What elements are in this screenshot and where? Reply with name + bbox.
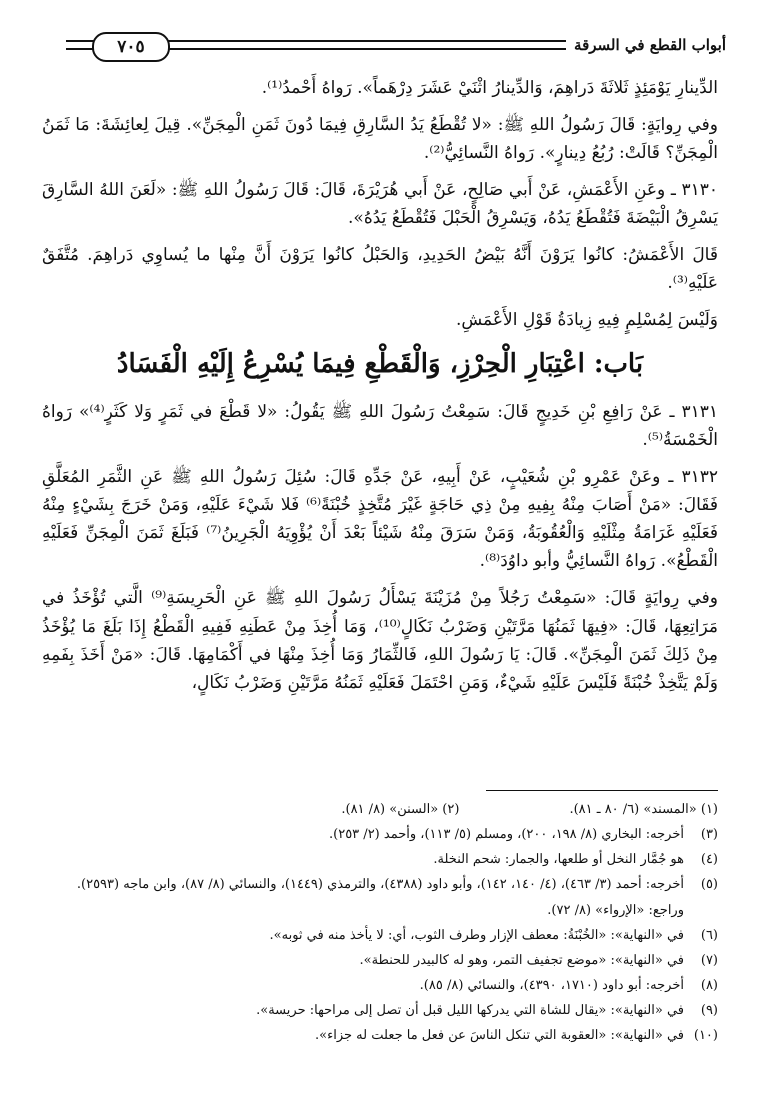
footnotes [42, 800, 718, 1056]
footnote-text: «المسند» (٦/ ٨٠ ـ ٨١). [569, 802, 697, 817]
footnote-number: (٩) [700, 1003, 718, 1019]
footnote-number [684, 901, 718, 921]
paragraph: وَلَيْسَ لِمُسْلِمٍ فِيهِ زِيادَةُ قَوْلِ الأَعْمَشِ. [455, 310, 718, 331]
footnote-number: (٢) [442, 802, 460, 817]
footnote-row [42, 1001, 718, 1021]
footnote-number: (٥) [700, 877, 718, 893]
footnote-text: في «النهاية»: «يقال للشاة التي يدركها الليل قبل أن تصل إلى مراحها: حريسة». [256, 1003, 684, 1019]
footnote-row [42, 976, 718, 996]
footnote-text: في «النهاية»: «موضع تجفيف التمر، وهو له كالبيدر للحنطة». [359, 952, 684, 968]
footnote-text: وراجع: «الإرواء» (٨/ ٧٢). [547, 902, 684, 918]
footnote-separator [486, 790, 718, 791]
footnote-text: أخرجه: أبو داود (١٧١٠، ٤٣٩٠)، والنسائي (٨/ ٨٥). [419, 977, 684, 993]
footnote-number: (١) [700, 802, 718, 817]
page-number-badge: ٧٠٥ [92, 32, 170, 62]
footnote-text: «السنن» (٨/ ٨١). [341, 802, 439, 817]
paragraph: الدِّينارِ يَوْمَئِذٍ ثَلاثَةَ دَراهِمَ، وَالدِّينارُ اثْنَيْ عَشَرَ دِرْهَماً». رَواهُ أَحْمدُ⁽¹⁾. [261, 78, 718, 98]
footnote-number: (٨) [700, 977, 718, 993]
footnote-number: (٦) [700, 927, 718, 943]
footnote-number: (٧) [700, 952, 718, 968]
footnote-text: أخرجه: البخاري (٨/ ١٩٨، ٢٠٠)، ومسلم (٥/ ١١٣)، وأحمد (٢/ ٢٥٣). [329, 827, 684, 843]
hadith-3131: ٣١٣١ ـ عَنْ رَافِعِ بْنِ خَدِيجٍ قَالَ: سَمِعْتُ رَسُولَ اللهِ ﷺ يَقُولُ: «لا قَطْعَ في ثَمَرٍ وَلا كَثَرٍ⁽⁴⁾» رَواهُ الْخَمْسَةُ⁽⁵⁾. [42, 402, 719, 451]
footnote-row [42, 901, 718, 921]
main-text [42, 74, 718, 706]
footnote-number: (٣) [700, 827, 718, 843]
footnote-row [42, 800, 718, 820]
paragraph: وفي رِوايَةٍ قَالَ: «سَمِعْتُ رَجُلاً مِنْ مُزَيْنَةَ يَسْأَلُ رَسُولَ اللهِ ﷺ عَنِ الْحَرِيسَةِ⁽⁹⁾ الَّتي تُؤْخَذُ في مَرَاتِعِهَا، قَالَ: «فِيهَا ثَمَنُهَا مَرَّتَيْنِ وَضَرْبُ نَكَالٍ⁽¹⁰⁾، وَمَا أُخِذَ مِنْ عَطَنِهِ فَفِيهِ الْقَطْعُ إِذَا بَلَغَ مَا يُؤْخَذُ مِنْ ذَلِكَ ثَمَنَ الْمِجَنِّ». قَالَ: يَا رَسُولَ اللهِ، فَالثِّمَارُ وَمَا أُخِذَ مِنْهَا في أَكْمَامِهَا. قَالَ: «مَنْ أَخَذَ بِفَمِهِ وَلَمْ يَتَّخِذْ خُبْنَةً فَلَيْسَ عَلَيْهِ شَيْءٌ، وَمَنِ احْتَمَلَ فَعَلَيْهِ ثَمَنُهُ مَرَّتَيْنِ وَضَرْبُ نَكَالٍ، [42, 588, 718, 693]
footnote-text: في «النهاية»: «الخُبْنَةُ: معطف الإزار وطرف الثوب، أي: لا يأخذ منه في ثوبه». [269, 927, 684, 943]
running-title: أبواب القطع في السرقة [574, 36, 726, 54]
hadith-3130: ٣١٣٠ ـ وعَنِ الأَعْمَشِ، عَنْ أَبي صَالِحٍ، عَنْ أَبي هُرَيْرَةَ، قَالَ: قَالَ رَسُولُ اللهِ ﷺ: «لَعَنَ اللهُ السَّارِقَ يَسْرِقُ الْبَيْضَةَ فَتُقْطَعُ يَدُهُ، وَيَسْرِقُ الْحَبْلَ فَتُقْطَعُ يَدُهُ». [42, 180, 718, 229]
footnote-row [42, 850, 718, 870]
footnote-row [42, 875, 718, 895]
footnote-row [42, 1026, 718, 1046]
footnote-row [42, 926, 718, 946]
paragraph: وفي رِوايَةٍ: قَالَ رَسُولُ اللهِ ﷺ: «لا تُقْطَعُ يَدُ السَّارِقِ فِيمَا دُونَ ثَمَنِ الْمِجَنِّ». قِيلَ لِعائِشَةَ: مَا ثَمَنُ الْمِجَنِّ؟ قَالَتْ: رُبُعُ دِينارٍ». رَواهُ النَّسائِيُّ⁽²⁾. [42, 115, 718, 164]
footnote-text: أخرجه: أحمد (٣/ ٤٦٣)، (٤/ ١٤٠، ١٤٢)، وأبو داود (٤٣٨٨)، والترمذي (١٤٤٩)، والنسائي (٨/ ٨٧)، وابن ماجه (٢٥٩٣). [76, 877, 684, 893]
footnote-text: في «النهاية»: «العقوبة التي تنكل الناسَ عن فعل ما جعلت له جزاء». [315, 1028, 684, 1044]
paragraph: قَالَ الأَعْمَشُ: كانُوا يَرَوْنَ أَنَّهُ بَيْضُ الحَدِيدِ، وَالحَبْلُ كانُوا يَرَوْنَ أَنَّ مِنْها ما يُساوِي دَراهِمَ. مُتَّفَقٌ عَلَيْهِ⁽³⁾. [42, 245, 718, 294]
hadith-3132: ٣١٣٢ ـ وعَنْ عَمْرِو بْنِ شُعَيْبٍ، عَنْ أَبِيهِ، عَنْ جَدِّهِ قَالَ: سُئِلَ رَسُولُ اللهِ ﷺ عَنِ الثَّمَرِ المُعَلَّقِ فَقَالَ: «مَنْ أَصَابَ مِنْهُ بِفِيهِ مِنْ ذِي حَاجَةٍ غَيْرَ مُتَّخِذٍ خُبْنَةً⁽⁶⁾ فَلا شَيْءَ عَلَيْهِ، وَمَنْ خَرَجَ بِشَيْءٍ مِنْهُ فَعَلَيْهِ غَرَامَةُ مِثْلَيْهِ وَالْعُقُوبَةُ، وَمَنْ سَرَقَ مِنْهُ شَيْئاً بَعْدَ أَنْ يُؤْوِيَهُ الْجَرِينُ⁽⁷⁾ فَبَلَغَ ثَمَنَ الْمِجَنِّ فَعَلَيْهِ الْقَطْعُ». رَواهُ النَّسائِيُّ وأبو داوُدَ⁽⁸⁾. [42, 467, 718, 572]
chapter-title: بَاب: اعْتِبَارِ الْحِرْزِ، وَالْقَطْعِ فِيمَا يُسْرِعُ إِلَيْهِ الْفَسَادُ [116, 349, 644, 380]
footnote-row [42, 951, 718, 971]
footnote-text: هو جُمَّار النخل أو طلعها، والجمار: شحم النخلة. [433, 852, 684, 868]
footnote-number: (٤) [700, 852, 718, 868]
footnote-row [42, 825, 718, 845]
footnote-number: (١٠) [693, 1028, 718, 1044]
